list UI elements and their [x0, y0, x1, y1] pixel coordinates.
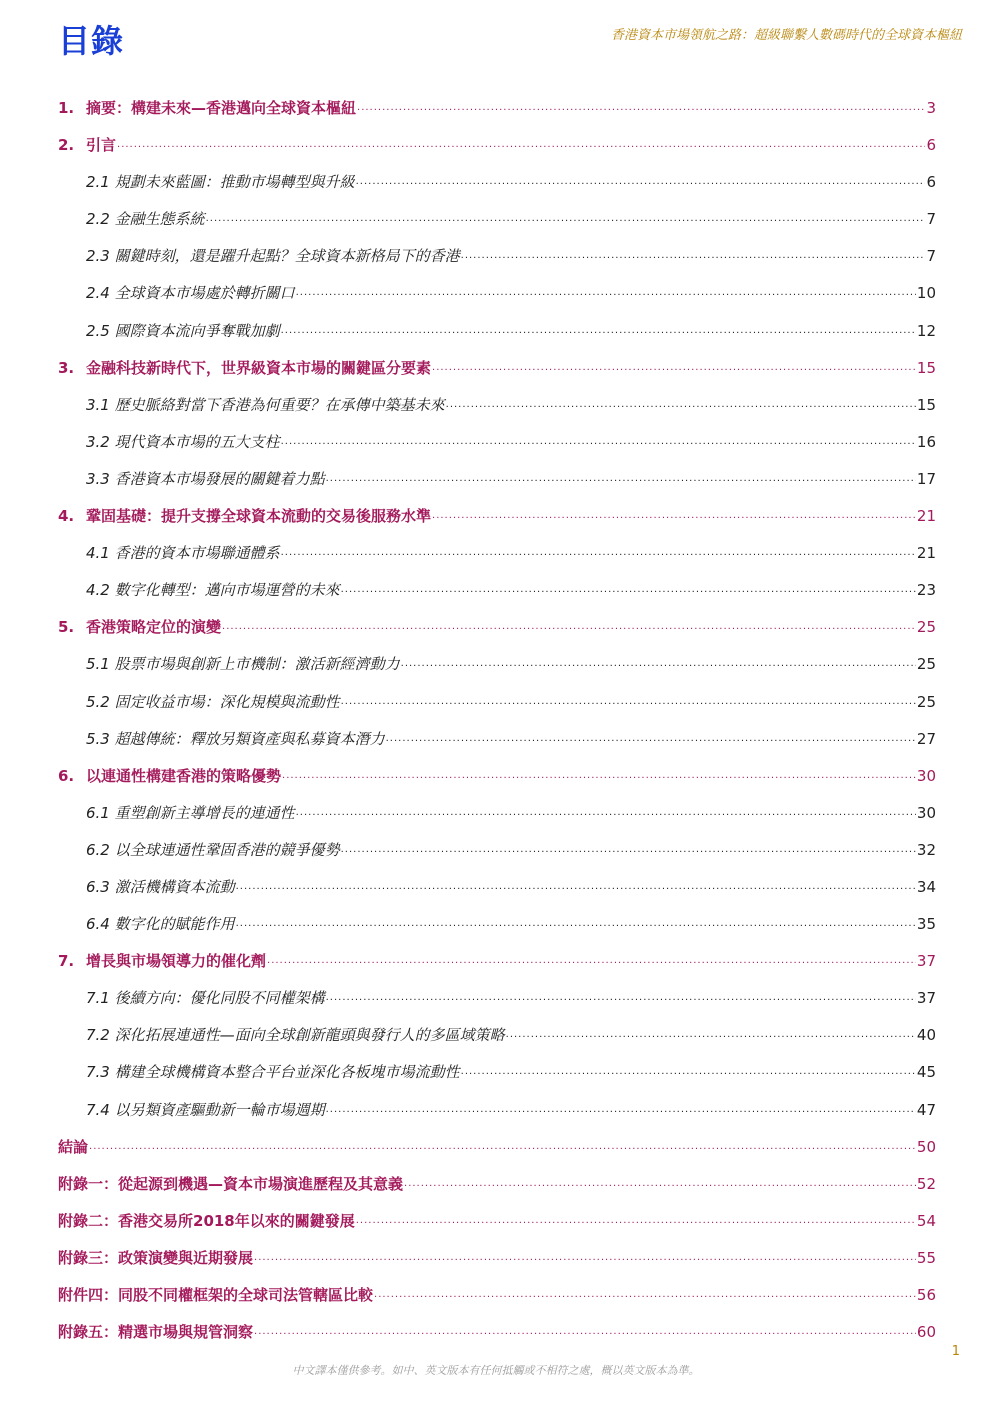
toc-entry-text: 附錄三：政策演變與近期發展: [58, 1248, 254, 1267]
toc-section-entry[interactable]: [58, 387, 936, 424]
toc-chapter-number: 2.: [58, 136, 75, 155]
toc-entry-text: 結論: [58, 1137, 89, 1156]
toc-entry-text: 7.2 深化拓展連通性—面向全球創新龍頭與發行人的多區域策略: [86, 1026, 505, 1045]
dot-leader: [117, 126, 925, 163]
dot-leader: [206, 200, 926, 237]
toc-chapter-entry[interactable]: [58, 1129, 936, 1166]
toc-section-entry[interactable]: [58, 535, 936, 572]
dot-leader: [461, 1053, 916, 1090]
dot-leader: [341, 571, 916, 608]
toc-page-number: 30: [916, 766, 936, 785]
toc-chapter-entry[interactable]: [58, 943, 936, 980]
toc-chapter-number: 4.: [58, 507, 75, 526]
toc-chapter-entry[interactable]: [58, 758, 936, 795]
toc-entry-label: [86, 313, 280, 350]
toc-entry-text: 附錄五：精選市場與規管洞察: [58, 1323, 254, 1342]
dot-leader: [89, 1128, 916, 1165]
toc-chapter-number: 1.: [58, 99, 75, 117]
toc-page-number: 16: [916, 432, 936, 451]
table-of-contents: [58, 90, 936, 1351]
toc-section-entry[interactable]: [58, 795, 936, 832]
toc-page-number: 10: [916, 284, 936, 303]
toc-entry-label: [58, 127, 116, 164]
toc-page-number: 6: [926, 173, 936, 192]
toc-chapter-number: 3.: [58, 358, 75, 377]
toc-page-number: 37: [916, 952, 936, 971]
dot-leader: [281, 312, 916, 349]
toc-section-entry[interactable]: [58, 906, 936, 943]
dot-leader: [296, 794, 916, 831]
toc-entry-label: [86, 721, 385, 758]
toc-section-entry[interactable]: [58, 275, 936, 312]
toc-entry-text: 7.3 構建全球機構資本整合平台並深化各板塊市場流動性: [86, 1063, 460, 1082]
toc-entry-label: [86, 795, 295, 832]
toc-entry-label: [58, 1203, 355, 1240]
dot-leader: [404, 1165, 916, 1202]
toc-page-number: 12: [916, 321, 936, 340]
toc-entry-text: 4.2 數字化轉型：邁向市場運營的未來: [86, 581, 340, 600]
toc-page-number: 25: [916, 655, 936, 674]
toc-entry-text: 鞏固基礎：提升支撐全球資本流動的交易後服務水準: [86, 507, 432, 526]
toc-entry-text: 金融科技新時代下，世界級資本市場的關鍵區分要素: [86, 358, 432, 377]
toc-entry-label: [86, 906, 235, 943]
dot-leader: [401, 645, 916, 682]
toc-entry-label: [58, 943, 266, 980]
toc-page-number: 60: [916, 1323, 936, 1342]
toc-entry-label: [58, 1314, 253, 1351]
toc-entry-label: [86, 1092, 325, 1129]
toc-section-entry[interactable]: [58, 313, 936, 350]
toc-entry-text: 7.4 以另類資產驅動新一輪市場週期: [86, 1100, 325, 1119]
toc-section-entry[interactable]: [58, 1017, 936, 1054]
toc-page-number: 56: [916, 1286, 936, 1304]
dot-leader: [254, 1239, 916, 1276]
dot-leader: [326, 460, 916, 497]
toc-section-entry[interactable]: [58, 424, 936, 461]
toc-entry-label: [58, 90, 356, 127]
toc-chapter-number: 7.: [58, 952, 75, 971]
toc-entry-label: [86, 238, 460, 275]
toc-page-number: 35: [916, 915, 936, 934]
dot-leader: [267, 942, 916, 979]
toc-page-number: 30: [916, 803, 936, 822]
toc-chapter-entry[interactable]: [58, 127, 936, 164]
toc-page-number: 15: [916, 395, 936, 414]
dot-leader: [432, 497, 916, 534]
toc-entry-label: [86, 980, 325, 1017]
toc-section-entry[interactable]: [58, 201, 936, 238]
toc-entry-text: 2.5 國際資本流向爭奪戰加劇: [86, 321, 280, 340]
dot-leader: [356, 163, 926, 200]
toc-page-number: 40: [916, 1026, 936, 1045]
page-number: 1: [951, 1344, 960, 1359]
toc-entry-text: 6.2 以全球連通性鞏固香港的競爭優勢: [86, 840, 340, 859]
toc-page-number: 45: [916, 1063, 936, 1082]
toc-chapter-entry[interactable]: [58, 1277, 936, 1314]
toc-entry-label: [58, 1129, 88, 1166]
toc-page-number: 7: [926, 210, 936, 229]
toc-section-entry[interactable]: [58, 1054, 936, 1091]
toc-entry-label: [86, 646, 400, 683]
toc-page-number: 37: [916, 989, 936, 1008]
toc-entry-text: 增長與市場領導力的催化劑: [86, 952, 267, 971]
toc-chapter-entry[interactable]: [58, 498, 936, 535]
toc-page-number: 34: [916, 877, 936, 896]
toc-page-number: 25: [916, 618, 936, 637]
toc-page-number: 17: [916, 469, 936, 488]
toc-chapter-entry[interactable]: [58, 1314, 936, 1351]
dot-leader: [254, 1313, 916, 1350]
dot-leader: [326, 979, 916, 1016]
toc-entry-label: [58, 609, 221, 646]
toc-entry-text: 4.1 香港的資本市場聯通體系: [86, 544, 280, 563]
toc-section-entry[interactable]: [58, 980, 936, 1017]
toc-page-number: 15: [916, 358, 936, 377]
toc-entry-text: 6.1 重塑創新主導增長的連通性: [86, 803, 295, 822]
dot-leader: [357, 89, 925, 126]
dot-leader: [341, 831, 916, 868]
toc-entry-label: [58, 350, 431, 387]
dot-leader: [446, 386, 916, 423]
toc-entry-text: 2.2 金融生態系統: [86, 210, 205, 229]
toc-entry-text: 5.3 超越傳統：釋放另類資產與私募資本潛力: [86, 729, 385, 748]
toc-entry-text: 引言: [86, 136, 117, 155]
dot-leader: [222, 608, 916, 645]
toc-page-number: 50: [916, 1137, 936, 1156]
toc-section-entry[interactable]: [58, 1092, 936, 1129]
dot-leader: [281, 534, 916, 571]
toc-page-number: 6: [926, 136, 936, 155]
toc-entry-label: [58, 498, 431, 535]
toc-entry-label: [86, 869, 235, 906]
toc-entry-label: [86, 275, 295, 312]
translation-disclaimer: 中文譯本僅供參考。如中、英文版本有任何抵觸或不相符之處，概以英文版本為準。: [292, 1364, 700, 1377]
dot-leader: [282, 757, 916, 794]
dot-leader: [356, 1202, 916, 1239]
toc-entry-label: [86, 1017, 505, 1054]
toc-section-entry[interactable]: [58, 646, 936, 683]
toc-page-number: 27: [916, 729, 936, 748]
toc-entry-text: 3.3 香港資本市場發展的關鍵着力點: [86, 469, 325, 488]
toc-chapter-number: 6.: [58, 766, 75, 785]
toc-entry-label: [86, 535, 280, 572]
toc-entry-text: 附錄二：香港交易所2018年以來的關鍵發展: [58, 1211, 355, 1230]
toc-page-number: 52: [916, 1174, 936, 1193]
dot-leader: [386, 720, 916, 757]
toc-entry-text: 附件四：同股不同權框架的全球司法管轄區比較: [58, 1286, 374, 1304]
toc-page-number: 55: [916, 1248, 936, 1267]
toc-entry-label: [86, 684, 340, 721]
toc-page-number: 3: [926, 99, 936, 117]
toc-page-number: 7: [926, 247, 936, 266]
report-title-header: 香港資本市場領航之路：超級聯繫人數碼時代的全球資本樞紐: [610, 28, 962, 43]
toc-entry-label: [86, 572, 340, 609]
toc-chapter-entry[interactable]: [58, 1240, 936, 1277]
dot-leader: [296, 274, 916, 311]
toc-page-number: 25: [916, 692, 936, 711]
toc-page-number: 47: [916, 1100, 936, 1119]
toc-entry-text: 2.3 關鍵時刻，還是躍升起點？全球資本新格局下的香港: [86, 247, 460, 266]
dot-leader: [236, 905, 916, 942]
toc-entry-text: 3.1 歷史脈絡對當下香港為何重要？在承傳中築基未來: [86, 395, 445, 414]
dot-leader: [326, 1091, 916, 1128]
toc-entry-text: 7.1 後續方向：優化同股不同權架構: [86, 989, 325, 1008]
toc-chapter-entry[interactable]: [58, 1166, 936, 1203]
toc-section-entry[interactable]: [58, 832, 936, 869]
dot-leader: [281, 423, 916, 460]
toc-section-entry[interactable]: [58, 572, 936, 609]
toc-chapter-entry[interactable]: [58, 350, 936, 387]
toc-entry-label: [86, 387, 445, 424]
toc-page-number: 21: [916, 544, 936, 563]
dot-leader: [432, 349, 916, 386]
toc-entry-label: [58, 1240, 253, 1277]
toc-entry-text: 3.2 現代資本市場的五大支柱: [86, 432, 280, 451]
toc-section-entry[interactable]: [58, 684, 936, 721]
toc-entry-label: [86, 424, 280, 461]
dot-leader: [236, 868, 916, 905]
toc-entry-label: [86, 832, 340, 869]
toc-entry-label: [86, 201, 205, 238]
page-title: 目錄: [58, 22, 125, 60]
toc-entry-label: [86, 1054, 460, 1091]
toc-section-entry[interactable]: [58, 238, 936, 275]
toc-section-entry[interactable]: [58, 164, 936, 201]
toc-entry-label: [86, 461, 325, 498]
toc-chapter-entry[interactable]: [58, 1203, 936, 1240]
dot-leader: [506, 1016, 916, 1053]
toc-entry-text: 香港策略定位的演變: [86, 618, 222, 637]
toc-entry-text: 附錄一：從起源到機遇—資本市場演進歷程及其意義: [58, 1174, 404, 1193]
toc-entry-text: 5.1 股票市場與創新上市機制：激活新經濟動力: [86, 655, 400, 674]
dot-leader: [461, 237, 926, 274]
toc-page-number: 32: [916, 840, 936, 859]
toc-entry-text: 以連通性構建香港的策略優勢: [86, 766, 282, 785]
toc-page-number: 54: [916, 1211, 936, 1230]
toc-page-number: 23: [916, 581, 936, 600]
toc-section-entry[interactable]: [58, 461, 936, 498]
toc-entry-label: [58, 1277, 373, 1314]
toc-section-entry[interactable]: [58, 869, 936, 906]
toc-page-number: 21: [916, 507, 936, 526]
toc-entry-text: 5.2 固定收益市場：深化規模與流動性: [86, 692, 340, 711]
toc-chapter-number: 5.: [58, 618, 75, 637]
dot-leader: [374, 1276, 916, 1313]
toc-entry-text: 6.4 數字化的賦能作用: [86, 915, 235, 934]
toc-entry-text: 6.3 激活機構資本流動: [86, 877, 235, 896]
toc-entry-label: [58, 1166, 403, 1203]
toc-entry-label: [86, 164, 355, 201]
toc-entry-text: 2.1 規劃未來藍圖：推動市場轉型與升級: [86, 173, 355, 192]
toc-chapter-entry[interactable]: [58, 90, 936, 127]
dot-leader: [341, 683, 916, 720]
toc-entry-label: [58, 758, 281, 795]
toc-entry-text: 摘要：構建未來—香港邁向全球資本樞紐: [86, 99, 357, 117]
toc-section-entry[interactable]: [58, 721, 936, 758]
toc-chapter-entry[interactable]: [58, 609, 936, 646]
toc-entry-text: 2.4 全球資本市場處於轉折關口: [86, 284, 295, 303]
